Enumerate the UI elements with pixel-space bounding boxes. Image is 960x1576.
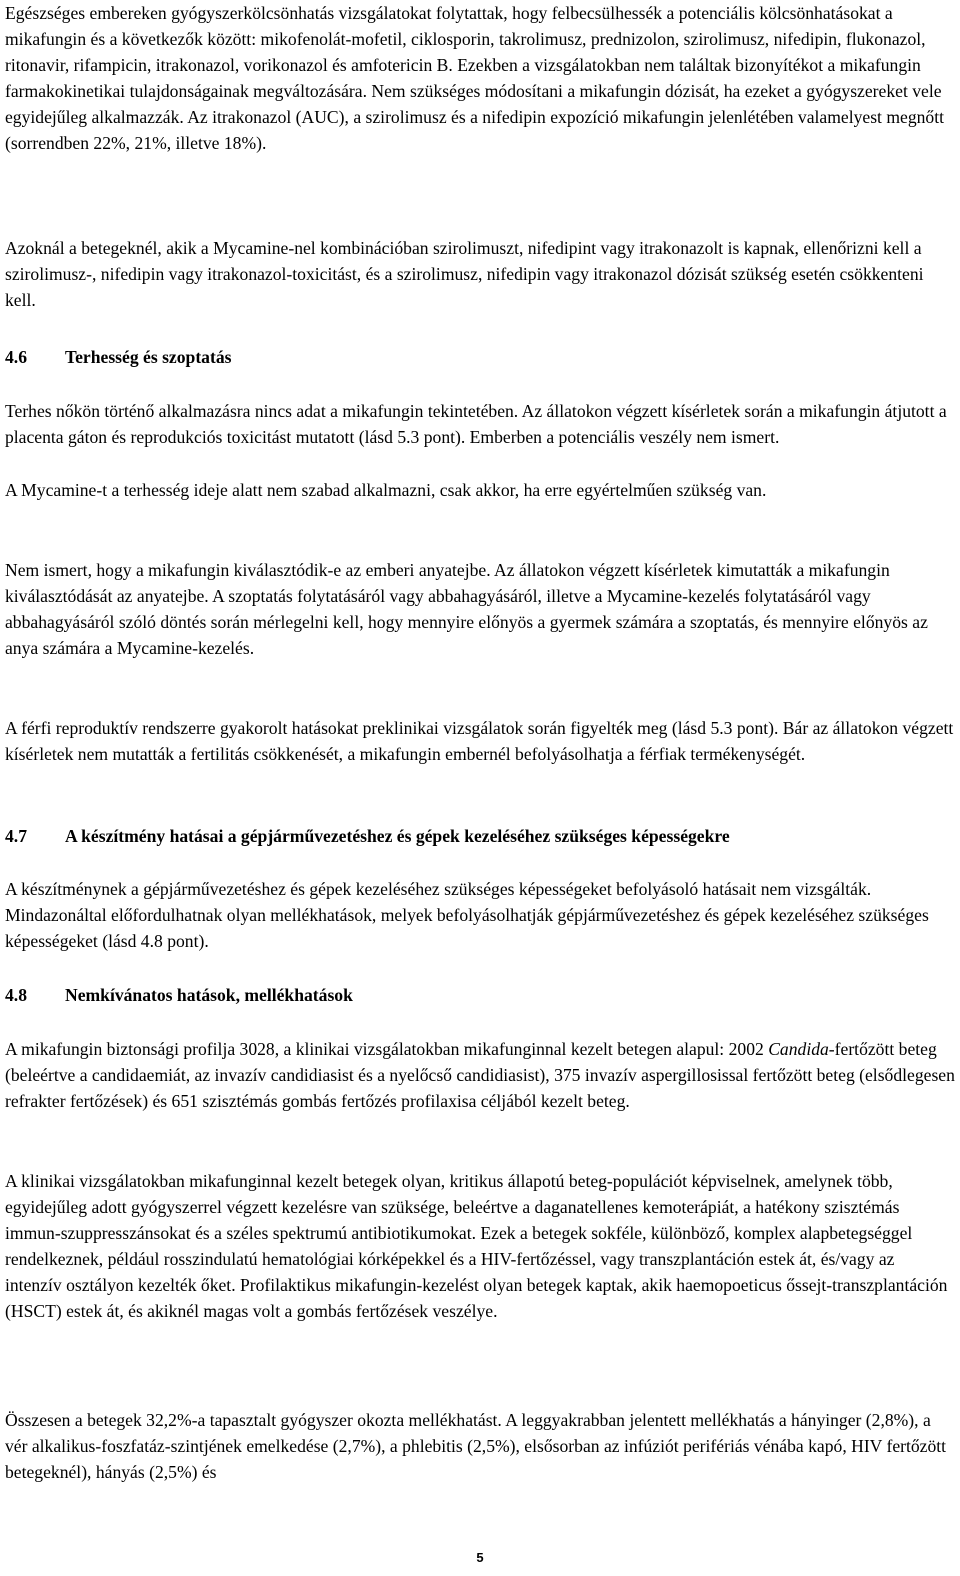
paragraph-interactions: Egészséges embereken gyógyszerkölcsönhatás vizsgálatokat folytattak, hogy felbecsülhessék a potenciális kölcsönhatásokat a mikafungin és a következők között: mikofenolát-mofetil, ciklosporin, takrolimusz, prednizolon, szirolimusz, nifedipin, flukonazol, ritonavir, rifampicin, itrakonazol, vorikonazol és amfotericin B. Ezekben a vizsgálatokban nem találtak bizonyítékot a mikafungin farmakokinetikai tulajdonságainak megváltozására. Nem szükséges módosítani a mikafungin dózisát, ha ezeket a gyógyszereket vele egyidejűleg alkalmazzák. Az itrakonazol (AUC), a szirolimusz és a nifedipin expozíció mikafungin jelenlétében valamelyest megnőtt (sorrendben 22%, 21%, illetve 18%). xyxy=(5,3,944,153)
text-segment: -fertőzött beteg (beleértve a candidaemiát, az invazív candidiasist és a nyelőcső candidiasist), 375 invazív aspergillosissal fertőzött beteg (elsődlegesen refrakter fertőzések) és 651 szisztémás gombás fertőzés profilaxisa céljából kezelt beteg. xyxy=(5,1039,955,1111)
section-title: Nemkívánatos hatások, mellékhatások xyxy=(65,985,353,1005)
paragraph-sirolimus-monitoring: Azoknál a betegeknél, akik a Mycamine-nel kombinációban szirolimuszt, nifedipint vagy itrakonazolt is kapnak, ellenőrizni kell a szirolimusz-, nifedipin vagy itrakonazol-toxicitást, és a szirolimusz, nifedipin vagy itrakonazol dózisát szükség esetén csökkenteni kell. xyxy=(5,238,924,310)
paragraph-fertility: A férfi reproduktív rendszerre gyakorolt hatásokat preklinikai vizsgálatok során figyelték meg (lásd 5.3 pont). Bár az állatokon végzett kísérletek nem mutatták a fertilitás csökkenését, a mikafungin embernél befolyásolhatja a férfiak termékenységét. xyxy=(5,718,954,764)
paragraph-patient-population: A klinikai vizsgálatokban mikafunginnal kezelt betegek olyan, kritikus állapotú beteg-populációt képviselnek, amelynek több, egyidejűleg adott gyógyszerrel végzett kezelésre van szüksége, beleértve a daganatellenes kemoterápiát, a hatékony szisztémás immun-szuppresszánsokat és a széles spektrumú antibiotikumokat. Ezek a betegek sokféle, különböző, komplex alapbetegséggel rendelkeznek, például rosszindulatú hematológiai kórképekkel és a HIV-fertőzéssel, vagy transzplantáción estek át, és/vagy az intenzív osztályon kezelték őket. Profilaktikus mikafungin-kezelést olyan betegek kaptak, akik haemopoeticus őssejt-transzplantáción (HSCT) estek át, és akiknél magas volt a gombás fertőzések veszélye. xyxy=(5,1171,948,1321)
paragraph-breastfeeding: Nem ismert, hogy a mikafungin kiválasztódik-e az emberi anyatejbe. Az állatokon végzett kísérletek kimutatták a mikafungin kiválasztódását az anyatejbe. A szoptatás folytatásáról vagy abbahagyásáról, illetve a Mycamine-kezelés folytatásáról vagy abbahagyásáról szóló döntés során mérlegelni kell, hogy mennyire előnyös a gyermek számára a szoptatás, és mennyire előnyös az anya számára a Mycamine-kezelés. xyxy=(5,560,928,658)
text-segment-italic: Candida xyxy=(768,1039,829,1059)
section-number: 4.7 xyxy=(5,826,27,846)
section-number: 4.6 xyxy=(5,347,27,367)
text-segment: A mikafungin biztonsági profilja 3028, a klinikai vizsgálatokban mikafunginnal kezelt betegen alapul: 2002 xyxy=(5,1039,769,1059)
section-title: Terhesség és szoptatás xyxy=(65,347,232,367)
section-heading-4-8 xyxy=(5,982,955,1008)
paragraph-adverse-reactions: Összesen a betegek 32,2%-a tapasztalt gyógyszer okozta mellékhatást. A leggyakrabban jelentett mellékhatás a hányinger (2,8%), a vér alkalikus-foszfatáz-szintjének emelkedése (2,7%), a phlebitis (2,5%), elsősorban az infúziót perifériás vénába kapó, HIV fertőzött betegeknél), hányás (2,5%) és xyxy=(5,1410,947,1482)
paragraph-safety-profile xyxy=(5,1036,955,1114)
page-number: 5 xyxy=(476,1550,484,1565)
section-heading-4-7 xyxy=(5,823,955,849)
section-title: A készítmény hatásai a gépjárművezetéshez és gépek kezeléséhez szükséges képességekre xyxy=(65,826,730,846)
paragraph-pregnancy-data: Terhes nőkön történő alkalmazásra nincs adat a mikafungin tekintetében. Az állatokon végzett kísérletek során a mikafungin átjutott a placenta gáton és reprodukciós toxicitást mutatott (lásd 5.3 pont). Emberben a potenciális veszély nem ismert. xyxy=(5,401,947,447)
paragraph-driving: A készítménynek a gépjárművezetéshez és gépek kezeléséhez szükséges képességeket befolyásoló hatásait nem vizsgálták. Mindazonáltal előfordulhatnak olyan mellékhatások, melyek befolyásolhatják gépjárművezetéshez és gépek kezeléséhez szükséges képességeket (lásd 4.8 pont). xyxy=(5,879,929,951)
section-heading-4-6 xyxy=(5,344,955,370)
section-number: 4.8 xyxy=(5,985,27,1005)
paragraph-pregnancy-use: A Mycamine-t a terhesség ideje alatt nem szabad alkalmazni, csak akkor, ha erre egyértelműen szükség van. xyxy=(5,480,767,500)
